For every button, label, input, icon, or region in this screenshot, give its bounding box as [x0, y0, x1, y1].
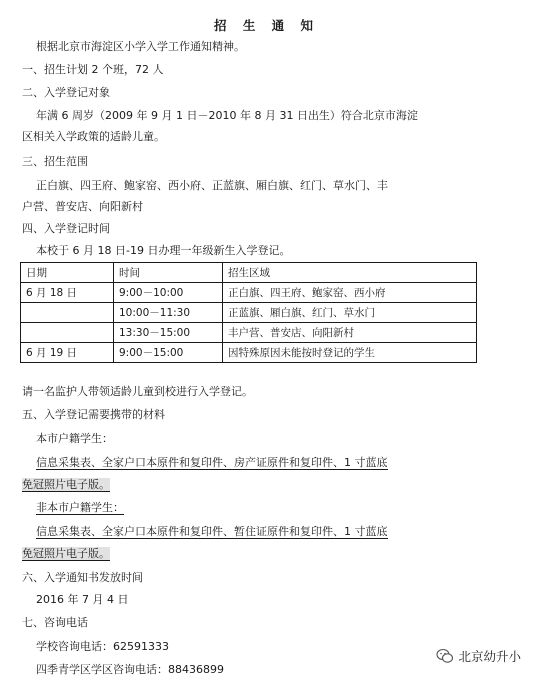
section-7-heading: 七、咨询电话: [22, 616, 88, 629]
table-row: [21, 343, 477, 363]
local-residents-label: 本市户籍学生：: [36, 432, 113, 445]
intro-text: 根据北京市海淀区小学入学工作通知精神。: [36, 40, 245, 53]
nonlocal-materials-line-2: [22, 547, 110, 561]
local-materials-line-2: [22, 478, 110, 492]
table-header-cell: 日期: [21, 263, 114, 283]
section-3-paragraph-line-2: 户营、普安店、向阳新村: [22, 200, 143, 213]
table-header-cell: 时间: [114, 263, 223, 283]
section-1-heading: 一、招生计划 2 个班，72 人: [22, 63, 164, 76]
section-2-heading: 二、入学登记对象: [22, 86, 110, 99]
section-3-heading: 三、招生范围: [22, 155, 88, 168]
table-row: [21, 323, 477, 343]
table-cell: 丰户营、普安店、向阳新村: [223, 323, 477, 343]
nonlocal-label-text: 非本市户籍学生：: [36, 501, 124, 514]
district-phone: 四季青学区学区咨询电话：88436899: [36, 663, 224, 676]
section-3-paragraph-line-1: 正白旗、四王府、鲍家窑、西小府、正蓝旗、厢白旗、红门、草水门、丰: [36, 179, 388, 192]
notice-issue-date: 2016 年 7 月 4 日: [36, 593, 129, 606]
table-cell: 6 月 18 日: [21, 283, 114, 303]
nonlocal-residents-label: [36, 501, 124, 515]
section-5-heading: 五、入学登记需要携带的材料: [22, 408, 165, 421]
table-cell: 正蓝旗、厢白旗、红门、草水门: [223, 303, 477, 323]
table-header-row: [21, 263, 477, 283]
nonlocal-materials-photo: 免冠照片电子版。: [22, 547, 110, 560]
table-cell: 13:30－15:00: [114, 323, 223, 343]
table-cell: 6 月 19 日: [21, 343, 114, 363]
table-cell: 9:00－10:00: [114, 283, 223, 303]
guardian-note: 请一名监护人带领适龄儿童到校进行入学登记。: [22, 385, 253, 398]
table-row: [21, 283, 477, 303]
table-header-cell: 招生区域: [223, 263, 477, 283]
section-4-paragraph: 本校于 6 月 18 日-19 日办理一年级新生入学登记。: [36, 244, 291, 257]
table-cell: [21, 323, 114, 343]
section-6-heading: 六、入学通知书发放时间: [22, 571, 143, 584]
local-materials-line-1: [36, 456, 388, 470]
source-watermark: [436, 647, 521, 665]
section-2-paragraph-line-1: 年满 6 周岁（2009 年 9 月 1 日－2010 年 8 月 31 日出生）符合北京市海淀: [36, 109, 418, 122]
nonlocal-materials-text: 信息采集表、全家户口本原件和复印件、暂住证原件和复印件、1 寸蓝底: [36, 525, 388, 538]
notice-title: 招 生 通 知: [213, 18, 320, 33]
school-phone: 学校咨询电话：62591333: [36, 640, 169, 653]
registration-schedule-table: [20, 262, 477, 363]
wechat-icon: [436, 647, 454, 665]
section-2-paragraph-line-2: 区相关入学政策的适龄儿童。: [22, 130, 165, 143]
section-4-heading: 四、入学登记时间: [22, 222, 110, 235]
watermark-text: 北京幼升小: [458, 649, 521, 664]
table-cell: [21, 303, 114, 323]
table-row: [21, 303, 477, 323]
nonlocal-materials-line-1: [36, 525, 388, 539]
table-cell: 10:00－11:30: [114, 303, 223, 323]
local-materials-photo: 免冠照片电子版。: [22, 478, 110, 491]
table-cell: 9:00－15:00: [114, 343, 223, 363]
local-materials-text: 信息采集表、全家户口本原件和复印件、房产证原件和复印件、1 寸蓝底: [36, 456, 388, 469]
table-cell: 正白旗、四王府、鲍家窑、西小府: [223, 283, 477, 303]
table-cell: 因特殊原因未能按时登记的学生: [223, 343, 477, 363]
